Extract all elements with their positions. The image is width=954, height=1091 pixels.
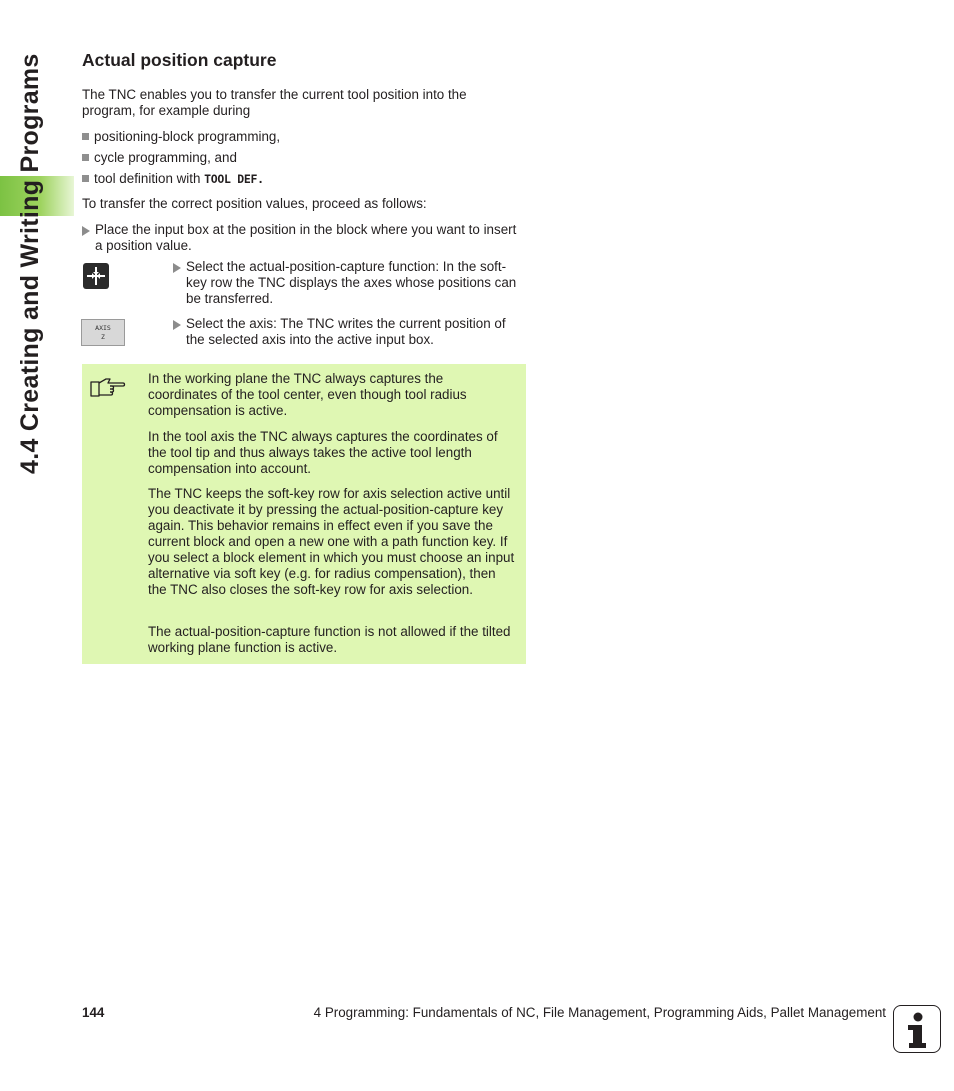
info-icon <box>893 1005 941 1053</box>
footer-chapter-title: 4 Programming: Fundamentals of NC, File Management, Programming Aids, Pallet Management <box>313 1005 886 1020</box>
note-paragraph: In the tool axis the TNC always captures the coordinates of the tool tip and thus always takes the active tool length compensation into account. <box>148 429 498 476</box>
transfer-intro: To transfer the correct position values, proceed as follows: <box>82 196 427 211</box>
list-item <box>82 129 280 145</box>
axis-z-softkey[interactable] <box>81 319 125 346</box>
list-item-text: tool definition with <box>94 171 205 186</box>
square-bullet-icon <box>82 175 89 182</box>
info-glyph <box>894 1006 939 1051</box>
list-item-text: positioning-block programming, <box>94 129 281 144</box>
note-paragraph: In the working plane the TNC always captures the coordinates of the tool center, even though tool radius compensation is active. <box>148 371 467 418</box>
note-paragraph: The TNC keeps the soft-key row for axis selection active until you deactivate it by pressing the actual-position-capture key again. This behavior remains in effect even if you save the current block and open a new one with a path function key. If you select a block element in which you must choose an input alternative via soft key (e.g. for radius compensation), then the TNC also closes the soft-key row for axis selection. <box>148 486 515 597</box>
step-text: Place the input box at the position in the block where you want to insert a position value. <box>95 222 517 253</box>
list-item-text: cycle programming, and <box>94 150 237 165</box>
step-arrow-icon <box>173 263 181 273</box>
note-box <box>82 364 526 664</box>
chapter-side-title: 4.4 Creating and Writing Programs <box>16 53 44 474</box>
step-item <box>173 316 526 348</box>
step-arrow-icon <box>173 320 181 330</box>
softkey-label-line1: AXIS <box>95 324 111 332</box>
list-item <box>82 150 237 166</box>
section-title: Actual position capture <box>82 50 277 70</box>
actual-position-capture-key[interactable] <box>83 263 109 289</box>
step-arrow-icon <box>82 226 90 236</box>
step-text: Select the actual-position-capture function: In the soft-key row the TNC displays the axes whose positions can be transferred. <box>186 259 517 306</box>
page-number: 144 <box>82 1005 105 1020</box>
square-bullet-icon <box>82 154 89 161</box>
intro-paragraph: The TNC enables you to transfer the current tool position into the program, for example during <box>82 87 467 118</box>
list-item <box>82 171 264 187</box>
step-item <box>82 222 522 254</box>
pointing-hand-icon <box>90 376 126 398</box>
step-text: Select the axis: The TNC writes the current position of the selected axis into the active input box. <box>186 316 506 347</box>
code-tool-def: TOOL DEF. <box>204 172 264 186</box>
softkey-label-line2: Z <box>101 333 105 341</box>
step-item <box>173 259 526 307</box>
square-bullet-icon <box>82 133 89 140</box>
actual-position-capture-icon <box>83 263 109 289</box>
note-paragraph: The actual-position-capture function is not allowed if the tilted working plane function is active. <box>148 624 511 655</box>
